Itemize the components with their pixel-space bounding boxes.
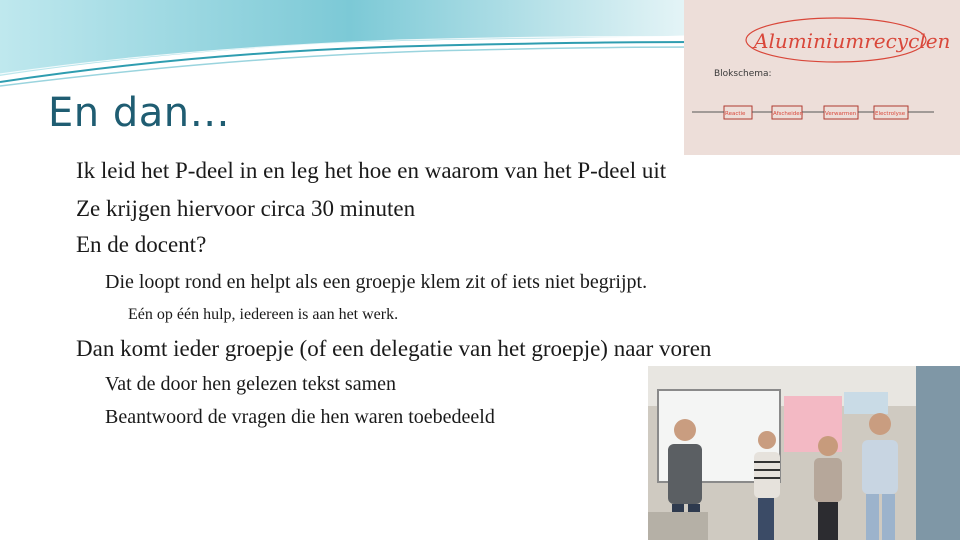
classroom-photo bbox=[648, 366, 960, 540]
block-afscheiden: Afscheiden bbox=[773, 111, 804, 117]
block-diagram-subheading: Blokschema: bbox=[714, 69, 772, 79]
bullet-item bbox=[88, 373, 396, 396]
block-verwarmen: Verwarmen bbox=[825, 111, 857, 117]
bullet-item bbox=[58, 158, 666, 184]
bullet-text: En de docent? bbox=[76, 232, 207, 257]
bullet-text: Eén op één hulp, iedereen is aan het werk. bbox=[128, 306, 399, 323]
bullet-item bbox=[88, 271, 647, 294]
bullet-text: Beantwoord de vragen die hen waren toebedeeld bbox=[105, 406, 495, 428]
bullet-text: Ze krijgen hiervoor circa 30 minuten bbox=[76, 196, 416, 221]
bullet-text: Vat de door hen gelezen tekst samen bbox=[105, 373, 397, 395]
bullet-item bbox=[58, 196, 415, 222]
block-electrolyse: Electrolyse bbox=[875, 111, 906, 117]
bullet-item bbox=[88, 406, 495, 429]
block-diagram-heading: Aluminiumrecyclen bbox=[754, 29, 951, 53]
bullet-text: Die loopt rond en helpt als een groepje klem zit of iets niet begrijpt. bbox=[105, 271, 648, 293]
bullet-item bbox=[58, 232, 206, 258]
bullet-item bbox=[108, 306, 398, 324]
bullet-text: Dan komt ieder groepje (of een delegatie van het groepje) naar voren bbox=[76, 336, 712, 361]
bullet-text: Ik leid het P-deel in en leg het hoe en waarom van het P-deel uit bbox=[76, 158, 667, 183]
slide-title: En dan… bbox=[48, 90, 231, 136]
bullet-item bbox=[58, 336, 711, 362]
block-reactie: Reactie bbox=[725, 111, 746, 117]
block-diagram-photo bbox=[684, 0, 960, 155]
